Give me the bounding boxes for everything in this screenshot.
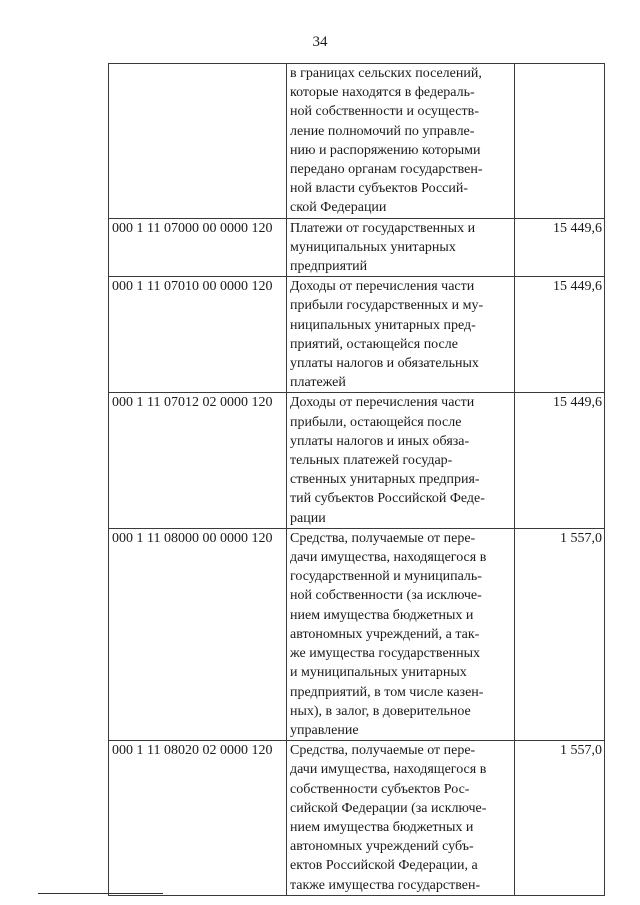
revenue-table — [108, 63, 605, 896]
revenue-name-cell — [287, 741, 515, 896]
name-line: уплаты налогов и обязательных — [290, 356, 479, 372]
amount-cell: 1 557,0 — [515, 528, 605, 740]
name-line: ной собственности и осуществ- — [290, 104, 479, 120]
amount-cell: 15 449,6 — [515, 393, 605, 528]
name-line: дачи имущества, находящегося в — [290, 550, 487, 566]
name-line: автономных учреждений субъ- — [290, 839, 474, 855]
name-line: рации — [290, 510, 326, 526]
name-line: предприятий, в том числе казен- — [290, 684, 484, 700]
table-row — [109, 393, 605, 528]
name-line: передано органам государствен- — [290, 162, 483, 178]
name-line: автономных учреждений, а так- — [290, 626, 480, 642]
amount-cell: 1 557,0 — [515, 741, 605, 896]
name-line: ных), в залог, в доверительное — [290, 703, 471, 719]
budget-code-cell — [109, 64, 287, 219]
page-number: 34 — [312, 34, 328, 50]
name-line: нием имущества бюджетных и — [290, 819, 474, 835]
name-line: уплаты налогов и иных обяза- — [290, 433, 470, 449]
name-line: же имущества государственных — [290, 646, 481, 662]
name-line: сийской Федерации (за исключе- — [290, 800, 487, 816]
table-row — [109, 741, 605, 896]
budget-code-cell: 000 1 11 07000 00 0000 120 — [109, 218, 287, 277]
name-line: управление — [290, 722, 359, 738]
revenue-name-cell — [287, 218, 515, 277]
amount-cell: 15 449,6 — [515, 277, 605, 393]
name-line: прибыли, остающейся после — [290, 414, 462, 430]
name-line: которые находятся в федераль- — [290, 85, 475, 101]
revenue-name-cell — [287, 64, 515, 219]
table-body — [109, 64, 605, 896]
name-line: ниципальных унитарных пред- — [290, 317, 476, 333]
budget-code-cell: 000 1 11 07012 02 0000 120 — [109, 393, 287, 528]
name-line: предприятий — [290, 259, 368, 275]
name-line: дачи имущества, находящегося в — [290, 762, 487, 778]
name-line: в границах сельских поселений, — [290, 66, 482, 81]
revenue-name-cell — [287, 528, 515, 740]
name-line: ной власти субъектов Россий- — [290, 181, 469, 197]
footnote-rule — [38, 893, 163, 894]
name-line: Средства, получаемые от пере- — [290, 743, 476, 759]
name-line: также имущества государствен- — [290, 877, 481, 893]
name-line: собственности субъектов Рос- — [290, 781, 470, 797]
name-line: тельных платежей государ- — [290, 453, 453, 469]
budget-code-cell: 000 1 11 08020 02 0000 120 — [109, 741, 287, 896]
amount-cell: 15 449,6 — [515, 218, 605, 277]
name-line: приятий, остающейся после — [290, 336, 458, 352]
name-line: ной собственности (за исключе- — [290, 588, 482, 604]
name-line: и муниципальных унитарных — [290, 665, 467, 681]
name-line: ственных унитарных предприя- — [290, 472, 480, 488]
name-line: Доходы от перечисления части — [290, 279, 475, 295]
name-line: ской Федерации — [290, 200, 387, 216]
name-line: муниципальных унитарных — [290, 239, 456, 255]
revenue-name-cell — [287, 277, 515, 393]
name-line: ление полномочий по управле- — [290, 123, 475, 139]
name-line: прибыли государственных и му- — [290, 298, 484, 314]
name-line: ектов Российской Федерации, а — [290, 858, 478, 874]
revenue-name-cell — [287, 393, 515, 528]
budget-code-cell: 000 1 11 07010 00 0000 120 — [109, 277, 287, 393]
table-row — [109, 277, 605, 393]
name-line: Доходы от перечисления части — [290, 395, 475, 411]
name-line: платежей — [290, 375, 346, 391]
table-row — [109, 528, 605, 740]
name-line: государственной и муниципаль- — [290, 569, 482, 585]
name-line: нию и распоряжению которыми — [290, 142, 481, 158]
name-line: Платежи от государственных и — [290, 220, 476, 236]
table-row — [109, 64, 605, 219]
budget-code-cell: 000 1 11 08000 00 0000 120 — [109, 528, 287, 740]
name-line: нием имущества бюджетных и — [290, 607, 474, 623]
name-line: Средства, получаемые от пере- — [290, 530, 476, 546]
name-line: тий субъектов Российской Феде- — [290, 491, 485, 507]
table-row — [109, 218, 605, 277]
amount-cell — [515, 64, 605, 219]
